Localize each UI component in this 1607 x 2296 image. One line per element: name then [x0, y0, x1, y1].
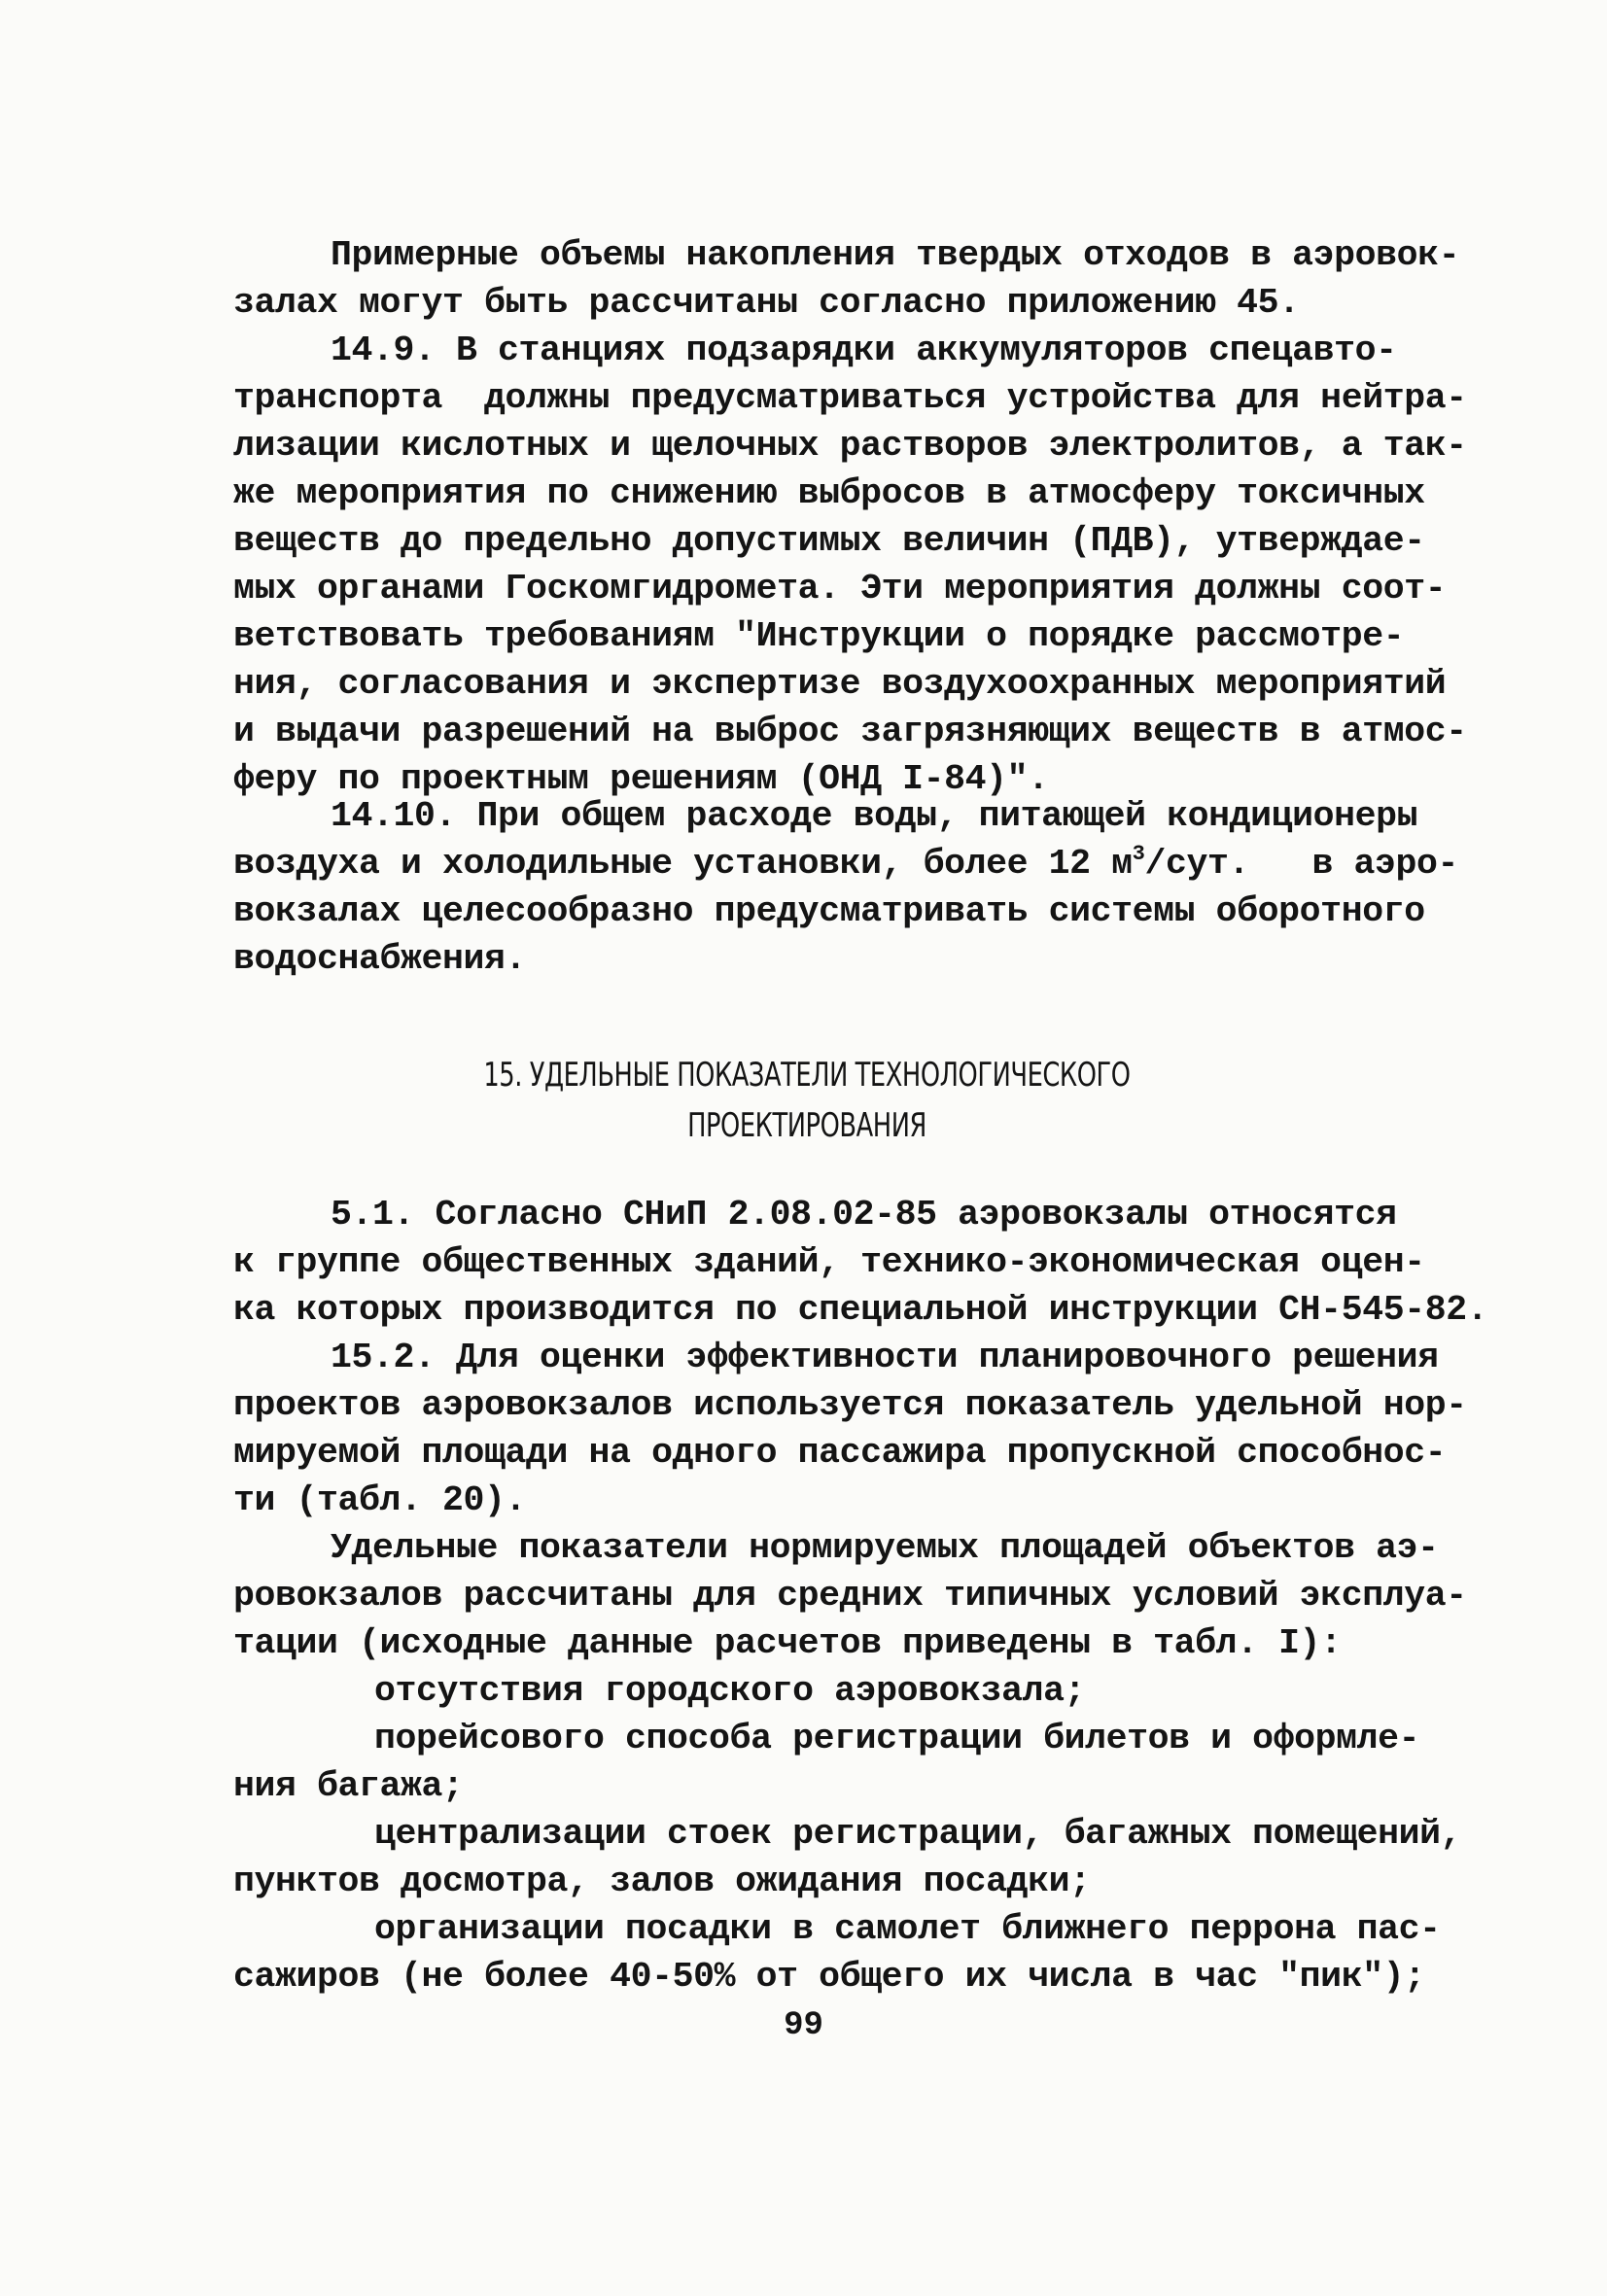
- text-line: к группе общественных зданий, технико-экономическая оцен-: [233, 1242, 1425, 1282]
- section-heading: [325, 1050, 1288, 1151]
- text-line: ка которых производится по специальной инструкции СН-545-82.: [233, 1290, 1488, 1330]
- paragraph-5-1: [233, 1191, 1488, 1334]
- text-line: залах могут быть рассчитаны согласно приложению 45.: [233, 283, 1300, 323]
- conditions-list: [233, 1667, 1462, 2000]
- text-line: транспорта должны предусматриваться устройства для нейтра-: [233, 378, 1467, 418]
- text-line: проектов аэровокзалов используется показатель удельной нор-: [233, 1385, 1467, 1425]
- paragraph-waste-accumulation: [233, 231, 1460, 327]
- text-line: 15.2. Для оценки эффективности планировочного решения: [331, 1338, 1439, 1377]
- text-line: феру по проектным решениям (ОНД I-84)".: [233, 759, 1049, 799]
- text-line: и выдачи разрешений на выброс загрязняющих веществ в атмос-: [233, 712, 1467, 751]
- paragraph-14-10: [233, 792, 1459, 983]
- page-number: 99: [784, 2007, 823, 2044]
- text-fragment: /сут. в аэро-: [1144, 844, 1459, 884]
- text-line: ния, согласования и экспертизе воздухоохранных мероприятий: [233, 664, 1447, 704]
- list-item-continuation: сажиров (не более 40-50% от общего их числа в час "пик");: [233, 1957, 1425, 1997]
- heading-line: 15. УДЕЛЬНЫЕ ПОКАЗАТЕЛИ ТЕХНОЛОГИЧЕСКОГО: [483, 1056, 1131, 1095]
- text-line: вокзалах целесообразно предусматривать системы оборотного: [233, 891, 1425, 931]
- text-line: мируемой площади на одного пассажира пропускной способнос-: [233, 1433, 1447, 1473]
- paragraph-specific-indicators: [233, 1524, 1467, 1667]
- text-line: же мероприятия по снижению выбросов в атмосферу токсичных: [233, 473, 1425, 513]
- list-item: организации посадки в самолет ближнего перрона пас-: [374, 1909, 1441, 1949]
- list-item-continuation: ния багажа;: [233, 1766, 464, 1806]
- text-line: ровокзалов рассчитаны для средних типичных условий эксплуа-: [233, 1576, 1467, 1616]
- text-line: Удельные показатели нормируемых площадей объектов аэ-: [331, 1528, 1439, 1568]
- text-line: 5.1. Согласно СНиП 2.08.02-85 аэровокзалы относятся: [331, 1195, 1397, 1235]
- text-fragment: воздуха и холодильные установки, более 12 м: [233, 844, 1133, 884]
- text-line: веществ до предельно допустимых величин (ПДВ), утверждае-: [233, 521, 1425, 561]
- paragraph-14-9: [233, 327, 1467, 803]
- text-line: тации (исходные данные расчетов приведены в табл. I):: [233, 1623, 1342, 1663]
- text-line: лизации кислотных и щелочных растворов электролитов, а так-: [233, 426, 1467, 466]
- heading-line: ПРОЕКТИРОВАНИЯ: [687, 1106, 926, 1145]
- list-item: порейсового способа регистрации билетов и оформле-: [374, 1719, 1420, 1758]
- superscript: 3: [1132, 842, 1145, 866]
- text-line: 14.10. При общем расходе воды, питающей кондиционеры: [331, 796, 1418, 836]
- list-item-continuation: пунктов досмотра, залов ожидания посадки;: [233, 1861, 1091, 1901]
- text-line: [233, 840, 1459, 887]
- text-line: Примерные объемы накопления твердых отходов в аэровок-: [331, 235, 1460, 275]
- text-line: ветствовать требованиям "Инструкции о порядке рассмотре-: [233, 616, 1405, 656]
- paragraph-15-2: [233, 1334, 1467, 1524]
- text-line: 14.9. В станциях подзарядки аккумуляторов спецавто-: [331, 330, 1397, 370]
- text-line: ти (табл. 20).: [233, 1480, 527, 1520]
- list-item: отсутствия городского аэровокзала;: [374, 1671, 1086, 1711]
- list-item: централизации стоек регистрации, багажных помещений,: [374, 1814, 1462, 1854]
- text-line: водоснабжения.: [233, 939, 527, 979]
- text-line: мых органами Госкомгидромета. Эти мероприятия должны соот-: [233, 569, 1447, 609]
